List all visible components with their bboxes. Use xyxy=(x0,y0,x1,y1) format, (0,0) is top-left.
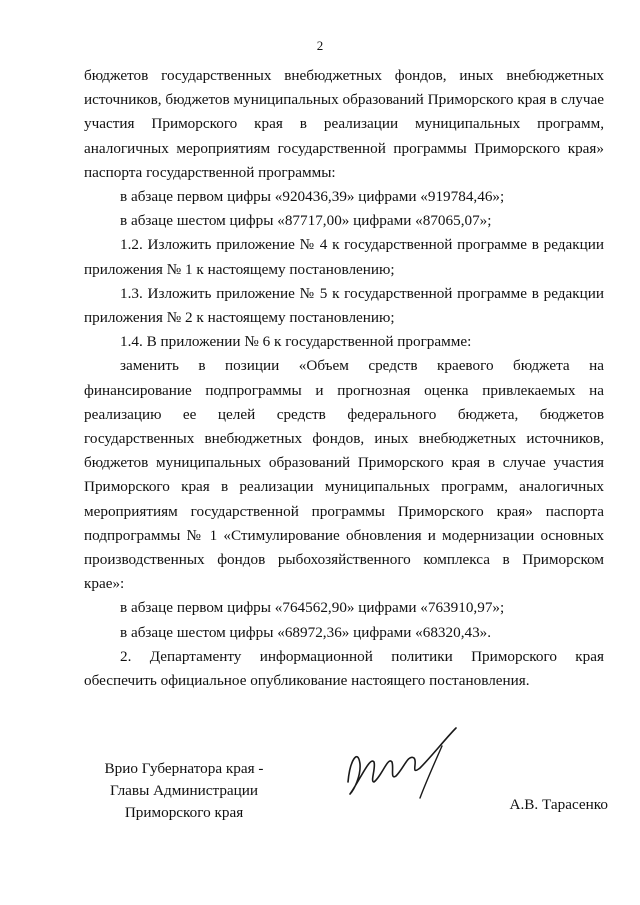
paragraph-first-abzac-2: в абзаце первом цифры «764562,90» цифрами «763910,97»; xyxy=(120,599,505,617)
paragraph-replace-position: заменить в позиции «Объем средств краевого бюджета на финансирование подпрограммы и прогнозная оценка привлекаемых на реализацию ее целей средств федерального бюджета, бюджетов государственных внебюджетных фондов, иных внебюджетных источников, бюджетов муниципальных образований Приморского края в случае участия Приморского края в реализации муниципальных программ, аналогичных мероприятиям государственной программы Приморского края» паспорта подпрограммы № 1 «Стимулирование обновления и модернизации основных производственных фондов рыбохозяйственного комплекса в Приморском крае»: xyxy=(84,357,604,593)
page-number: 2 xyxy=(316,38,324,53)
signatory-title-line3: Приморского края xyxy=(124,804,244,821)
paragraph-sixth-abzac-1: в абзаце шестом цифры «87717,00» цифрами «87065,07»; xyxy=(120,212,492,230)
paragraph-item-2: 2. Департаменту информационной политики Приморского края обеспечить официальное опубликование настоящего постановления. xyxy=(84,647,604,690)
paragraph-item-1-2: 1.2. Изложить приложение № 4 к государственной программе в редакции приложения № 1 к настоящему постановлению; xyxy=(84,236,604,278)
paragraph-first-abzac-1: в абзаце первом цифры «920436,39» цифрами «919784,46»; xyxy=(120,188,505,206)
signatory-title xyxy=(84,758,284,824)
paragraph-continuation: бюджетов государственных внебюджетных фондов, иных внебюджетных источников, бюджетов муниципальных образований Приморского края в случае участия Приморского края в реализации муниципальных программ, аналогичных мероприятиям государственной программы Приморского края» паспорта государственной программы: xyxy=(84,67,604,181)
signatory-name: А.В. Тарасенко xyxy=(509,796,608,813)
document-body xyxy=(84,64,604,693)
paragraph-item-1-3: 1.3. Изложить приложение № 5 к государственной программе в редакции приложения № 2 к настоящему постановлению; xyxy=(84,284,604,327)
signatory-title-line2: Главы Администрации xyxy=(109,782,259,799)
paragraph-sixth-abzac-2: в абзаце шестом цифры «68972,36» цифрами «68320,43». xyxy=(120,623,492,641)
handwritten-signature xyxy=(330,720,470,820)
signatory-title-line1: Врио Губернатора края - xyxy=(104,760,264,777)
paragraph-item-1-4: 1.4. В приложении № 6 к государственной программе: xyxy=(120,333,472,351)
